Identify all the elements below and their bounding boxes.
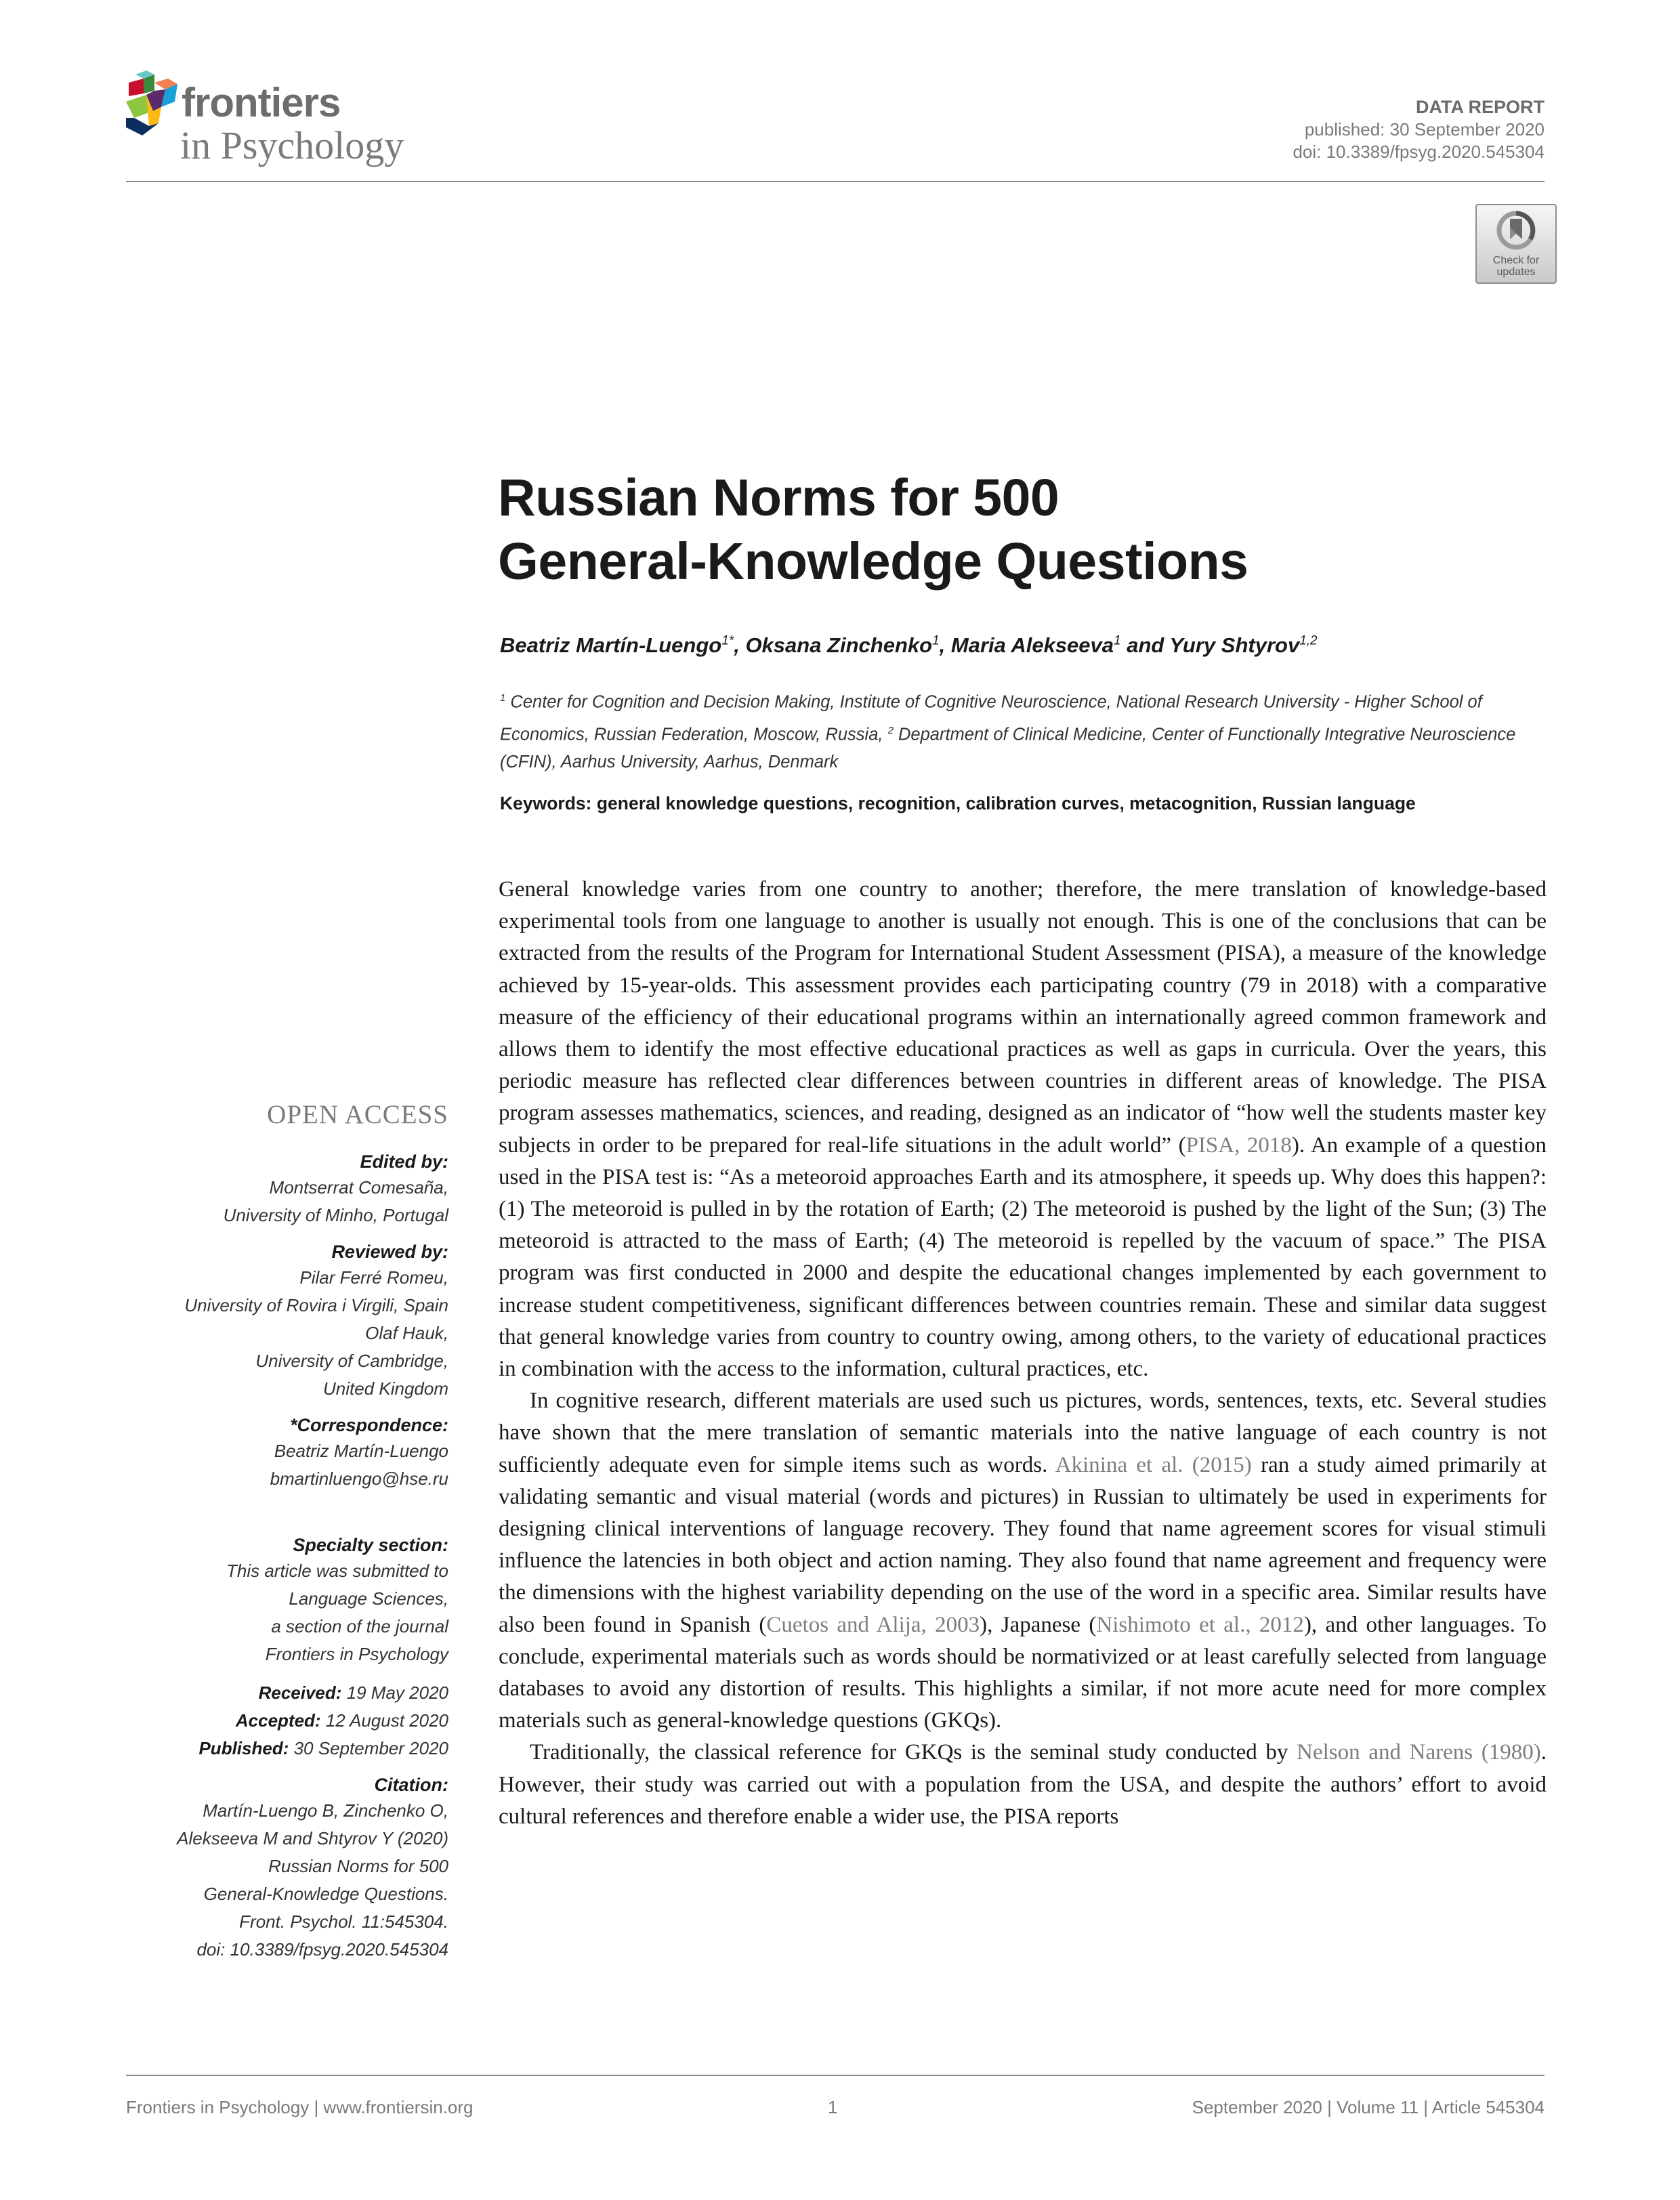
accepted-date: Accepted: 12 August 2020 (235, 1710, 448, 1731)
header-divider (126, 181, 1545, 182)
published-date-sidebar: Published: 30 September 2020 (198, 1738, 448, 1758)
affiliation-2: Department of Clinical Medicine, Center of Functionally Integrative Neuroscience (CFIN), Aarhus University, Aarhus, Denmark (500, 725, 1516, 771)
reviewer-affiliation: University of Cambridge, (255, 1351, 448, 1371)
author-name[interactable]: Beatriz Martín-Luengo (500, 633, 722, 657)
reference-link[interactable]: Nelson and Narens (1980) (1297, 1740, 1541, 1765)
body-paragraph: Traditionally, the classical reference for GKQs is the seminal study conducted by Nelson and Narens (1980). However, their study was carried out with a population from the USA, and despite the authors’ effort to avoid cultural references and therefore enable a wider use, the PISA reports (499, 1740, 1547, 1829)
frontiers-cubes-icon (126, 70, 187, 138)
journal-name-secondary: in Psychology (180, 123, 404, 167)
author-affil-sup: 1 (932, 633, 940, 648)
correspondent-name: Beatriz Martín-Luengo (274, 1441, 448, 1461)
affiliation-1: Center for Cognition and Decision Making, Institute of Cognitive Neuroscience, National Research University - Higher School of Economics, Russian Federation, Moscow, Russia, (500, 692, 1482, 744)
article-meta-header (1293, 96, 1545, 163)
article-title: Russian Norms for 500 General-Knowledge Questions (498, 469, 1248, 591)
author-affil-sup: 1 (1114, 633, 1121, 648)
reference-link[interactable]: Cuetos and Alija, 2003 (766, 1612, 980, 1637)
check-for-updates-button[interactable] (1475, 204, 1557, 284)
author-list: Beatriz Martín-Luengo$^{1*}$, Oksana Zinchenko$^1$, Maria Alekseeva$^1$ and Yury Shtyrov$^{1,2}$ (500, 633, 1318, 657)
editor-affiliation: University of Minho, Portugal (223, 1205, 448, 1225)
reviewer-affiliation: University of Rovira i Virgili, Spain (184, 1295, 448, 1315)
author-affil-sup: 1,2 (1299, 633, 1318, 648)
affiliations: $^1$ Center for Cognition and Decision Making, Institute of Cognitive Neuroscience, National Research University - Higher School of Economics, Russian Federation, Moscow, Russia, $^2$ Department of Clinical Medicine, Center of Functionally Integrative Neuroscience (CFIN), Aarhus University, Aarhus, Denmark (500, 692, 1516, 771)
footer-issue-info: September 2020 | Volume 11 | Article 545304 (1192, 2097, 1545, 2117)
open-access-label: OPEN ACCESS (267, 1100, 448, 1129)
journal-name-primary: frontiers (182, 80, 341, 125)
article-info-sidebar (126, 1099, 448, 1974)
page-number: 1 (828, 2097, 838, 2117)
reviewed-by-section: Reviewed by: Pilar Ferré Romeu, University of Rovira i Virgili, Spain Olaf Hauk, University of Cambridge, United Kingdom (126, 1240, 448, 1403)
body-paragraph: In cognitive research, different materials are used such us pictures, words, sentences, texts, etc. Several studies have shown that the mere translation of semantic materials into the native language of each country is not sufficiently adequate even for simple items such as words. Akinina et al. (2015) ran a study aimed primarily at validating semantic and visual material (words and pictures) in Russian to ultimately be used in experiments for designing clinical interventions of language recovery. They found that name agreement scores for visual stimuli influence the latencies in both object and action naming. They also found that name agreement and frequency were the dimensions with the highest variability depending on the use of the word in a specific area. Similar results have also been found in Spanish (Cuetos and Alija, 2003), Japanese (Nishimoto et al., 2012), and other languages. To conclude, experimental materials such as words should be normativized or at least carefully selected from language databases to avoid any distortion of results. This highlights a similar, if not more acute need for more complex materials such as general-knowledge questions (GKQs). (499, 1389, 1547, 1733)
journal-logo[interactable] (126, 70, 438, 172)
footer-divider (126, 2075, 1545, 2076)
author-name[interactable]: Maria Alekseeva (950, 633, 1114, 657)
reference-link[interactable]: Akinina et al. (2015) (1055, 1452, 1252, 1477)
article-type: DATA REPORT (1416, 97, 1545, 117)
correspondence-section: *Correspondence: Beatriz Martín-Luengo bmartinluengo@hse.ru (126, 1414, 448, 1493)
reviewer-affiliation: United Kingdom (323, 1378, 448, 1399)
published-date: published: 30 September 2020 (1304, 119, 1545, 140)
specialty-section: Specialty section: This article was submitted to Language Sciences, a section of the journal Frontiers in Psychology (226, 1535, 448, 1664)
check-for-updates-label: Check for updates (1492, 255, 1540, 278)
keywords: Keywords: general knowledge questions, recognition, calibration curves, metacognition, Russian language (500, 793, 1416, 813)
correspondent-email[interactable]: bmartinluengo@hse.ru (270, 1468, 448, 1489)
editor-name: Montserrat Comesaña, (269, 1177, 448, 1198)
reviewer-name: Olaf Hauk, (365, 1323, 448, 1343)
bookmark-ring-icon (1495, 209, 1537, 251)
author-name[interactable]: Yury Shtyrov (1169, 633, 1300, 657)
received-date: Received: 19 May 2020 (258, 1683, 448, 1703)
citation-section: Citation: Martín-Luengo B, Zinchenko O, Alekseeva M and Shtyrov Y (2020) Russian Norms for 500 General-Knowledge Questions. Front. Psychol. 11:545304. doi: 10.3389/fpsyg.2020.545304 (126, 1773, 448, 1964)
citation-doi[interactable]: doi: 10.3389/fpsyg.2020.545304 (196, 1939, 448, 1960)
author-affil-sup: 1* (721, 633, 734, 648)
reference-link[interactable]: PISA, 2018 (1185, 1133, 1292, 1158)
footer-journal-link[interactable]: Frontiers in Psychology | www.frontiersin.org (126, 2097, 474, 2117)
author-name[interactable]: Oksana Zinchenko (745, 633, 933, 657)
reference-link[interactable]: Nishimoto et al., 2012 (1096, 1612, 1304, 1637)
edited-by-section: Edited by: Montserrat Comesaña, University of Minho, Portugal (126, 1150, 448, 1229)
reviewer-name: Pilar Ferré Romeu, (299, 1267, 448, 1288)
article-body (499, 874, 1547, 1833)
body-paragraph: General knowledge varies from one country to another; therefore, the mere translation of knowledge-based experimental tools from one language to another is usually not enough. This is one of the conclusions that can be extracted from the results of the Program for International Student Assessment (PISA), a measure of the knowledge achieved by 15-year-olds. This assessment provides each participating country (79 in 2018) with a comparative measure of the efficiency of their educational programs within an internationally agreed common framework and allows them to identify the most effective educational practices as well as gaps in curricula. Over the years, this periodic measure has reflected clear differences between countries in different areas of knowledge. The PISA program assesses mathematics, sciences, and reading, designed as an indicator of “how well the students master key subjects in order to be prepared for real-life situations in the adult world” (PISA, 2018). An example of a question used in the PISA test is: “As a meteoroid approaches Earth and its atmosphere, it speeds up. Why does this happen?: (1) The meteoroid is pulled in by the rotation of Earth; (2) The meteoroid is pushed by the light of the Sun; (3) The meteoroid is attracted to the mass of Earth; (4) The meteoroid is repelled by the vacuum of space.” The PISA program was first conducted in 2000 and despite the educational changes implemented by each government to increase student competitiveness, significant differences between countries remain. These and similar data suggest that general knowledge varies from country to country owing, among others, to the variety of educational practices in combination with the access to the information, cultural practices, etc. (499, 877, 1547, 1382)
dates-section (126, 1679, 448, 1762)
doi[interactable]: doi: 10.3389/fpsyg.2020.545304 (1293, 142, 1545, 162)
